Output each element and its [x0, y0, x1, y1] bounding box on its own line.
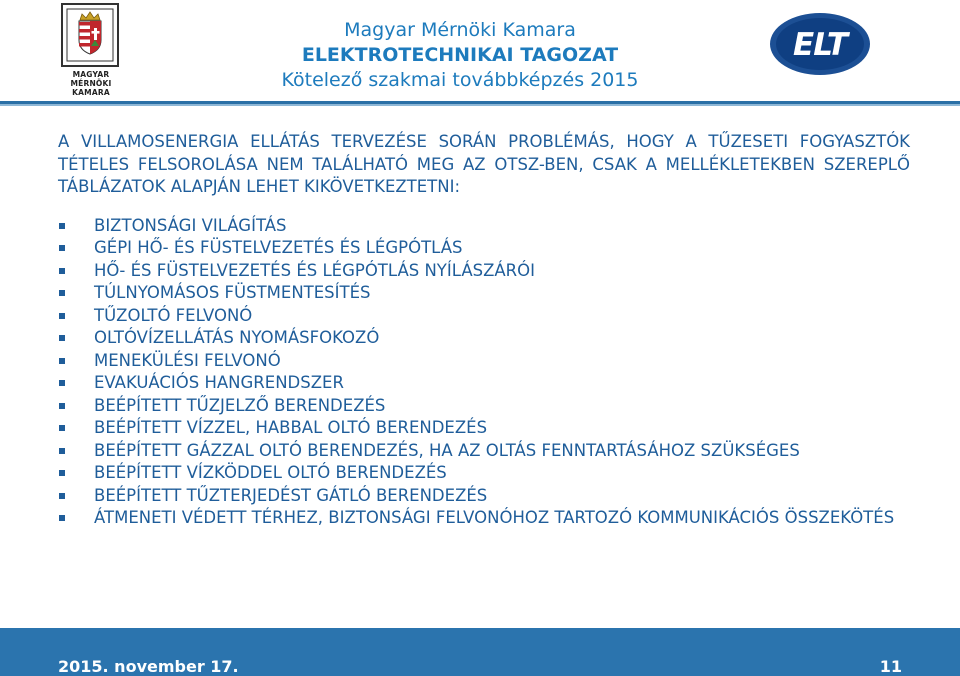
- bullet-icon: [59, 403, 65, 409]
- bullet-icon: [59, 245, 65, 251]
- bullet-icon: [59, 268, 65, 274]
- bullet-icon: [59, 493, 65, 499]
- header-divider-light: [0, 104, 960, 106]
- list-item-text: HŐ- ÉS FÜSTELVEZETÉS ÉS LÉGPÓTLÁS NYÍLÁSZÁRÓI: [94, 260, 535, 280]
- header-org-title: Magyar Mérnöki Kamara: [344, 19, 576, 41]
- list-item-text: BEÉPÍTETT TŰZTERJEDÉST GÁTLÓ BERENDEZÉS: [94, 485, 488, 505]
- list-item: [58, 237, 910, 260]
- fire-consumer-list: [58, 215, 910, 530]
- list-item-text: BEÉPÍTETT VÍZZEL, HABBAL OLTÓ BERENDEZÉS: [94, 418, 488, 437]
- footer-bar: [0, 628, 960, 676]
- list-item: [58, 417, 910, 440]
- bullet-icon: [59, 290, 65, 296]
- list-item: [58, 507, 910, 530]
- list-item-text: ÁTMENETI VÉDETT TÉRHEZ, BIZTONSÁGI FELVONÓHOZ TARTOZÓ KOMMUNIKÁCIÓS ÖSSZEKÖTÉS: [94, 508, 895, 527]
- list-item-text: OLTÓVÍZELLÁTÁS NYOMÁSFOKOZÓ: [94, 328, 380, 347]
- coat-of-arms-icon: [60, 2, 120, 68]
- list-item: [58, 350, 910, 373]
- bullet-icon: [59, 223, 65, 229]
- list-item-text: BEÉPÍTETT TŰZJELZŐ BERENDEZÉS: [94, 395, 386, 415]
- list-item: [58, 327, 910, 350]
- list-item-text: EVAKUÁCIÓS HANGRENDSZER: [94, 373, 344, 392]
- bullet-icon: [59, 448, 65, 454]
- header-course-title: Kötelező szakmai továbbképzés 2015: [281, 69, 639, 91]
- list-item-text: MENEKÜLÉSI FELVONÓ: [94, 350, 281, 370]
- chamber-logo-text: MAGYAR MÉRNÖKI KAMARA: [70, 70, 112, 97]
- list-item-text: BEÉPÍTETT VÍZKÖDDEL OLTÓ BERENDEZÉS: [94, 463, 447, 482]
- bullet-icon: [59, 358, 65, 364]
- bullet-icon: [59, 335, 65, 341]
- list-item-text: BEÉPÍTETT GÁZZAL OLTÓ BERENDEZÉS, HA AZ OLTÁS FENNTARTÁSÁHOZ SZÜKSÉGES: [94, 440, 800, 460]
- elt-logo-text: ELT: [793, 27, 847, 63]
- list-item: [58, 215, 910, 238]
- list-item: [58, 485, 910, 508]
- header-section-title: ELEKTROTECHNIKAI TAGOZAT: [301, 44, 619, 66]
- list-item-text: BIZTONSÁGI VILÁGÍTÁS: [94, 215, 287, 235]
- list-item-text: TÚLNYOMÁSOS FÜSTMENTESÍTÉS: [94, 283, 371, 302]
- list-item: [58, 440, 910, 463]
- page-number: 11: [879, 657, 902, 676]
- slide-content: [58, 131, 910, 530]
- chamber-logo: [52, 0, 130, 96]
- intro-paragraph: A VILLAMOSENERGIA ELLÁTÁS TERVEZÉSE SORÁN PROBLÉMÁS, HOGY A TŰZESETI FOGYASZTÓK TÉTELES FELSOROLÁSA NEM TALÁLHATÓ MEG AZ OTSZ-BEN, CSAK A MELLÉKLETEKBEN SZEREPLŐ TÁBLÁZATOK ALAPJÁN LEHET KIKÖVETKEZTETNI:: [58, 132, 910, 196]
- bullet-icon: [59, 380, 65, 386]
- bullet-icon: [59, 425, 65, 431]
- list-item-text: GÉPI HŐ- ÉS FÜSTELVEZETÉS ÉS LÉGPÓTLÁS: [94, 238, 463, 257]
- list-item-text: TŰZOLTÓ FELVONÓ: [94, 305, 253, 325]
- elt-logo: [768, 11, 872, 77]
- footer-date: 2015. november 17.: [58, 657, 239, 676]
- list-item: [58, 305, 910, 328]
- list-item: [58, 395, 910, 418]
- bullet-icon: [59, 470, 65, 476]
- bullet-icon: [59, 313, 65, 319]
- list-item: [58, 282, 910, 305]
- header-titles: [230, 18, 690, 93]
- list-item: [58, 372, 910, 395]
- list-item: [58, 462, 910, 485]
- bullet-icon: [59, 515, 65, 521]
- list-item: [58, 260, 910, 283]
